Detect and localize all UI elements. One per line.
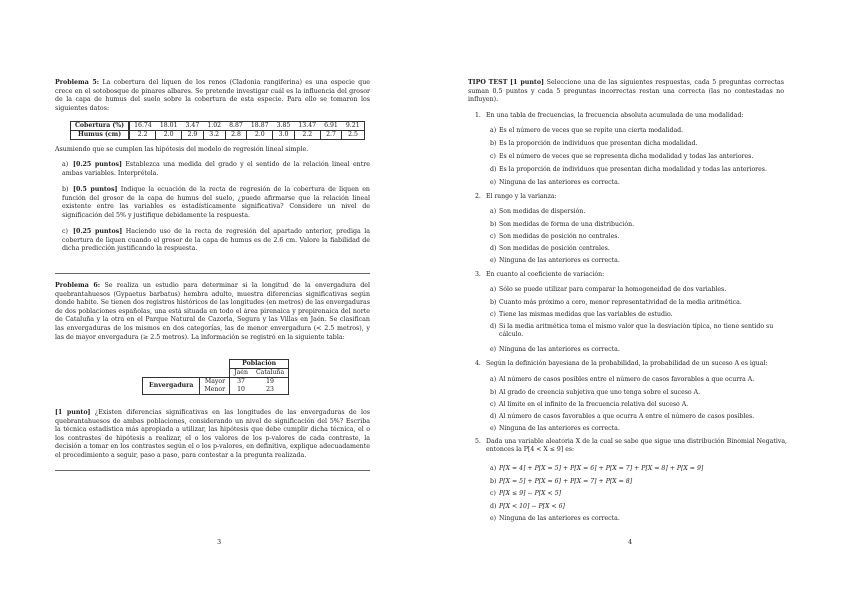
- table-cell: 9.21: [342, 122, 364, 131]
- option-4b[interactable]: b) Al grado de creencia subjetiva que uno tenga sobre el suceso A.: [490, 389, 701, 396]
- problem-5-item-a: a) [0.25 puntos] Establezca una medida del grado y el sentido de la relación lineal entre ambas variables. Interprétela.: [62, 161, 370, 177]
- question-4: 4. Según la definición bayesiana de la probabilidad, la probabilidad de un suceso A es igual:: [475, 360, 768, 367]
- option-4d[interactable]: d) Al número de casos favorables a que ocurra A entre el número de casos posibles.: [490, 413, 755, 420]
- option-2d[interactable]: d) Son medidas de posición centrales.: [490, 245, 610, 252]
- table-cell: 8.87: [225, 122, 247, 131]
- question-2: 2. El rango y la varianza:: [475, 193, 557, 200]
- problem-5-item-b: b) [0.5 puntos] Indique la ecuación de la recta de regresión de la cobertura de liquen en función del grosor de la capa de humus del suelo, ¿puede afirmarse que la relación lineal existente entre las variables es estadísticamente significativa? Considere un nivel de significación del 5% y justifique debidamente la respuesta.: [62, 186, 370, 219]
- table-cell: 2.0: [247, 131, 273, 140]
- option-5e[interactable]: e) Ninguna de las anteriores es correcta.: [490, 515, 620, 522]
- table-cell: 10: [230, 386, 252, 395]
- table-cell: 2.8: [225, 131, 247, 140]
- page-4: [424, 0, 848, 599]
- question-5: 5. Dada una variable aleatoria X de la cual se sabe que sigue una distribución Binomial Negativa, entonces la P[4 < X ≤ 9] es:: [475, 438, 787, 454]
- divider: [55, 273, 370, 274]
- table-cell: 16.74: [129, 122, 156, 131]
- option-1e[interactable]: e) Ninguna de las anteriores es correcta.: [490, 179, 620, 186]
- option-5a[interactable]: a) P[X = 4] + P[X = 5] + P[X = 6] + P[X = 7] + P[X = 8] + P[X = 9]: [490, 465, 704, 472]
- table-col-header: Cataluña: [252, 369, 289, 378]
- table-cell: 2.2: [294, 131, 320, 140]
- problem-6-intro: Problema 6: Se realiza un estudio para determinar si la longitud de la envergadura del quebrantahuesos (Gypaetus barbatus) hembra adulto, muestra diferencias significativas según donde habite. Se tienen dos registros históricos de las longitudes (en metros) de las envergaduras de dos poblaciones españolas, una está situada en todo el área pirenaica y prepirenaica del norte de Cataluña y la otra en el Parque Natural de Cazorla, Segura y las Villas en Jaén. Se clasifican las envergaduras de los mismos en dos categorías, las de menor envergadura (< 2.5 metros), y las de mayor envergadura (≥ 2.5 metros). La información se registró en la siguiente tabla:: [55, 282, 370, 341]
- option-3e[interactable]: e) Ninguna de las anteriores es correcta.: [490, 346, 620, 353]
- divider: [55, 470, 370, 471]
- table-cell: 19: [252, 378, 289, 387]
- table-header: Población: [230, 360, 289, 369]
- option-1d[interactable]: d) Es la proporción de individuos que presentan dicha modalidad y todas las anteriores.: [490, 166, 767, 173]
- table-cell: 23: [252, 386, 289, 395]
- table-row-label: Cobertura (%): [71, 122, 130, 131]
- table-cell: 37: [237, 378, 245, 385]
- option-2a[interactable]: a) Son medidas de dispersión.: [490, 208, 586, 215]
- table-row-group: Envergadura: [143, 378, 200, 395]
- problem-5-table: [70, 121, 365, 140]
- problem-6-question: [1 punto] ¿Existen diferencias significativas en las longitudes de las envergaduras de los quebrantahuesos de ambas poblaciones, considerando un nivel de significación del 5%? Escriba la técnica estadística más apropiada a utilizar, las hipótesis que debe cumplir dicha técnica, el o los contrastes de hipótesis a realizar, el o los valores de los p-valores de cada contraste, la decisión a tomar en los contrastes según el o los p-valores, en definitiva, explique adecuadamente el procedimiento a seguir, paso a paso, para contestar a la pregunta realizada.: [55, 409, 370, 459]
- problem-5-assumption: Asumiendo que se cumplen las hipótesis del modelo de regresión lineal simple.: [55, 146, 309, 153]
- table-cell: 13.47: [294, 122, 320, 131]
- table-row-label: Menor: [200, 386, 230, 395]
- option-2c[interactable]: c) Son medidas de posición no centrales.: [490, 233, 620, 240]
- option-4a[interactable]: a) Al número de casos posibles entre el número de casos favorables a que ocurra A.: [490, 376, 755, 383]
- table-cell: 1.02: [203, 122, 225, 131]
- table-cell: 2.2: [129, 131, 156, 140]
- table-cell: 3.0: [273, 131, 295, 140]
- page-number: 4: [628, 538, 633, 546]
- page-number: 3: [217, 538, 222, 546]
- option-3c[interactable]: c) Tiene las mismas medidas que las variables de estudio.: [490, 311, 673, 318]
- table-cell: 2.0: [156, 131, 182, 140]
- question-1: 1. En una tabla de frecuencias, la frecuencia absoluta acumulada de una modalidad:: [475, 112, 744, 119]
- table-cell: 2.7: [320, 131, 342, 140]
- problem-6-heading: Problema 6:: [55, 282, 101, 289]
- option-5b[interactable]: b) P[X = 5] + P[X = 6] + P[X = 7] + P[X = 8]: [490, 478, 633, 485]
- option-5c[interactable]: c) P[X ≤ 9] − P[X < 5]: [490, 490, 562, 497]
- test-intro: TIPO TEST [1 punto] Seleccione una de las siguientes respuestas, cada 5 preguntas correctas suman 0.5 puntos y cada 5 preguntas incorrectas restan una correcta (las no contestadas no influyen).: [468, 79, 784, 104]
- question-3: 3. En cuanto al coeficiente de variación:: [475, 271, 605, 278]
- option-3a[interactable]: a) Sólo se puede utilizar para comparar la homogeneidad de dos variables.: [490, 286, 727, 293]
- option-4e[interactable]: e) Ninguna de las anteriores es correcta.: [490, 425, 620, 432]
- problem-5-intro: Problema 5: La cobertura del liquen de los renos (Cladonia rangiferina) es una especie que crece en el sotobosque de pinares albares. Se pretende investigar cuál es la influencia del grosor de la capa de humus del suelo sobre la cobertura de esta especie. Para ello se tomaron los siguientes datos:: [55, 79, 370, 112]
- problem-5-item-c: c) [0.25 puntos] Haciendo uso de la recta de regresión del apartado anterior, prediga la cobertura de liquen cuando el grosor de la capa de humus es de 2.6 cm. Valore la fiabilidad de dicha predicción justificando la respuesta.: [62, 228, 371, 253]
- option-1a[interactable]: a) Es el número de veces que se repite una cierta modalidad.: [490, 127, 684, 134]
- table-cell: 3.2: [203, 131, 225, 140]
- table-cell: 2.5: [342, 131, 364, 140]
- option-4c[interactable]: c) Al límite en el infinito de la frecuencia relativa del suceso A.: [490, 401, 689, 408]
- table-cell: 18.87: [247, 122, 273, 131]
- problem-6-table: [142, 359, 289, 395]
- option-1b[interactable]: b) Es la proporción de individuos que presentan dicha modalidad.: [490, 140, 698, 147]
- table-cell: 3.85: [273, 122, 295, 131]
- option-3b[interactable]: b) Cuanto más próximo a cero, menor representatividad de la media aritmética.: [490, 299, 742, 306]
- problem-5-heading: Problema 5:: [55, 79, 100, 86]
- test-heading: TIPO TEST [1 punto]: [468, 79, 545, 86]
- table-row-label: Mayor: [200, 378, 230, 387]
- table-cell: 18.01: [156, 122, 182, 131]
- option-2e[interactable]: e) Ninguna de las anteriores es correcta.: [490, 257, 620, 264]
- option-2b[interactable]: b) Son medidas de forma de una distribución.: [490, 221, 635, 228]
- option-3d[interactable]: d) Si la media aritmética toma el mismo valor que la desviación típica, no tiene sentido su cálculo.: [490, 323, 774, 338]
- table-col-header: Jaén: [230, 369, 252, 378]
- option-1c[interactable]: c) Es el número de veces que se representa dicha modalidad y todas las anteriores.: [490, 153, 754, 160]
- table-cell: 2.9: [182, 131, 204, 140]
- table-cell: 6.91: [320, 122, 342, 131]
- table-cell: 3.47: [182, 122, 204, 131]
- option-5d[interactable]: d) P[X < 10] − P[X < 6]: [490, 503, 565, 510]
- table-row-label: Humus (cm): [71, 131, 130, 140]
